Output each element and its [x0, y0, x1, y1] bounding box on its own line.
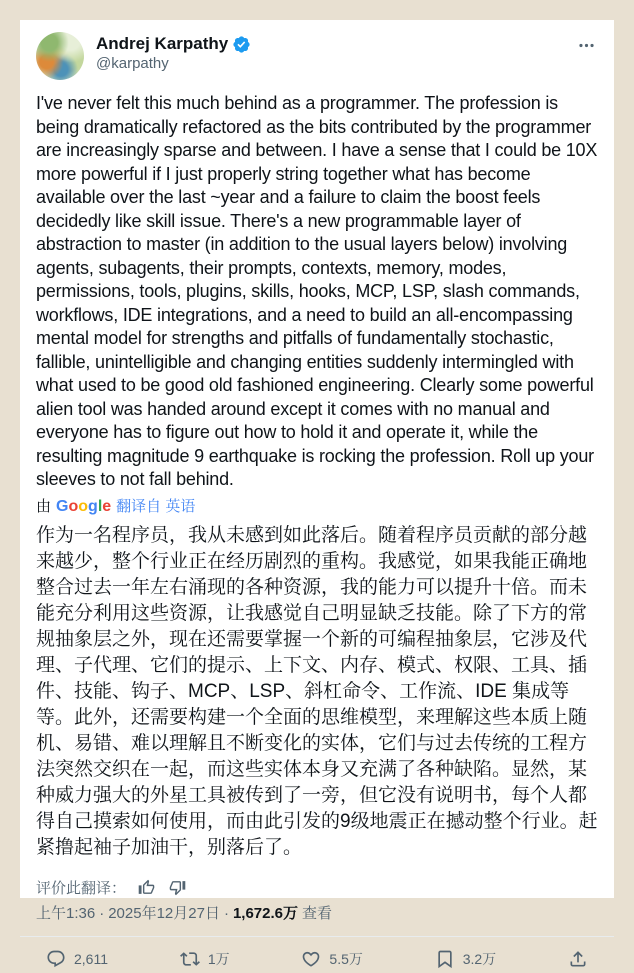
like-button[interactable]: [299, 947, 364, 971]
tweet-card: [20, 20, 614, 967]
views-count: 1,672.6万: [232, 904, 298, 922]
more-button[interactable]: [575, 34, 598, 57]
bookmark-icon: [435, 949, 455, 969]
like-count: 5.5万: [329, 950, 363, 967]
separator: ·: [99, 904, 105, 922]
translation-attribution: [36, 497, 598, 517]
repost-button[interactable]: [178, 947, 232, 971]
user-handle[interactable]: @karpathy: [96, 55, 169, 72]
repost-count: 1万: [207, 950, 230, 967]
reply-count: 2,611: [74, 950, 108, 967]
source-language-label: 英语: [165, 497, 196, 515]
display-name[interactable]: Andrej Karpathy: [96, 34, 229, 53]
timestamp-row: [36, 898, 598, 936]
timestamp: 上午1:36: [36, 904, 96, 922]
verified-badge-icon: [232, 35, 251, 54]
date: 2025年12月27日: [108, 904, 220, 922]
thumbs-up-button[interactable]: [136, 877, 157, 898]
reply-button[interactable]: [44, 947, 110, 971]
share-icon: [568, 949, 588, 969]
tweet-footer: [36, 898, 598, 973]
action-bar: [36, 937, 598, 973]
avatar[interactable]: [36, 32, 84, 80]
translated-text: 作为一名程序员，我从未感到如此落后。随着程序员贡献的部分越来越少，整个行业正在经历剧烈的重构。我感觉，如果我能正确地整合过去一年左右涌现的各种资源，我的能力可以提升十倍。而未能充分利用这些资源，让我感觉自己明显缺乏技能。除了下方的常规抽象层之外，现在还需要掌握一个新的可编程抽象层，它涉及代理、子代理、它们的提示、上下文、内存、模式、权限、工具、插件、技能、钩子、MCP、LSP、斜杠命令、工作流、IDE 集成等等。此外，还需要构建一个全面的思维模型，来理解这些本质上随机、易错、难以理解且不断变化的实体，它们与过去传统的工程方法突然交织在一起，而这些实体本身又充满了各种缺陷。显然，某种威力强大的外星工具被传到了一旁，但它没有说明书，每个人都得自己摸索如何使用，而由此引发的9级地震正在撼动整个行业。赶紧撸起袖子加油干，别落后了。: [36, 524, 598, 858]
more-icon: [577, 36, 596, 55]
bookmark-button[interactable]: [433, 947, 498, 971]
thumbs-up-icon: [138, 879, 155, 896]
google-logo: Google: [56, 497, 112, 515]
separator: ·: [223, 904, 229, 922]
share-button[interactable]: [566, 947, 590, 971]
translated-from-link[interactable]: [116, 497, 195, 517]
author-block: [96, 32, 563, 74]
translated-from-label: 翻译自: [116, 497, 162, 515]
reply-icon: [46, 949, 66, 969]
thumbs-down-icon: [169, 879, 186, 896]
thumbs-down-button[interactable]: [167, 877, 188, 898]
views-label[interactable]: 查看: [302, 904, 333, 922]
bookmark-count: 3.2万: [462, 950, 497, 967]
repost-icon: [180, 949, 200, 969]
attribution-prefix: 由: [36, 497, 52, 515]
like-icon: [301, 949, 321, 969]
rate-translation-row: [36, 877, 598, 898]
tweet-header: [36, 32, 598, 80]
rate-translation-label: 评价此翻译：: [36, 879, 127, 897]
tweet-text: I've never felt this much behind as a programmer. The profession is being dramatically refactored as the bits contributed by the programmer are increasingly sparse and between. I have a sense that I could be 10X more powerful if I just properly string together what has become available over the last ~year and a failure to claim the boost feels decidedly like skill issue. There's a new programmable layer of abstraction to master (in addition to the usual layers below) involving agents, subagents, their prompts, contexts, memory, modes, permissions, tools, plugins, skills, hooks, MCP, LSP, slash commands, workflows, IDE integrations, and a need to build an all-encompassing mental model for strengths and pitfalls of fundamentally stochastic, fallible, unintelligible and changing entities suddenly intermingled with what used to be good old fashioned engineering. Clearly some powerful alien tool was handed around except it comes with no manual and everyone has to figure out how to hold it and operate it, while the resulting magnitude 9 earthquake is rocking the profession. Roll up your sleeves to not fall behind.: [36, 93, 602, 489]
